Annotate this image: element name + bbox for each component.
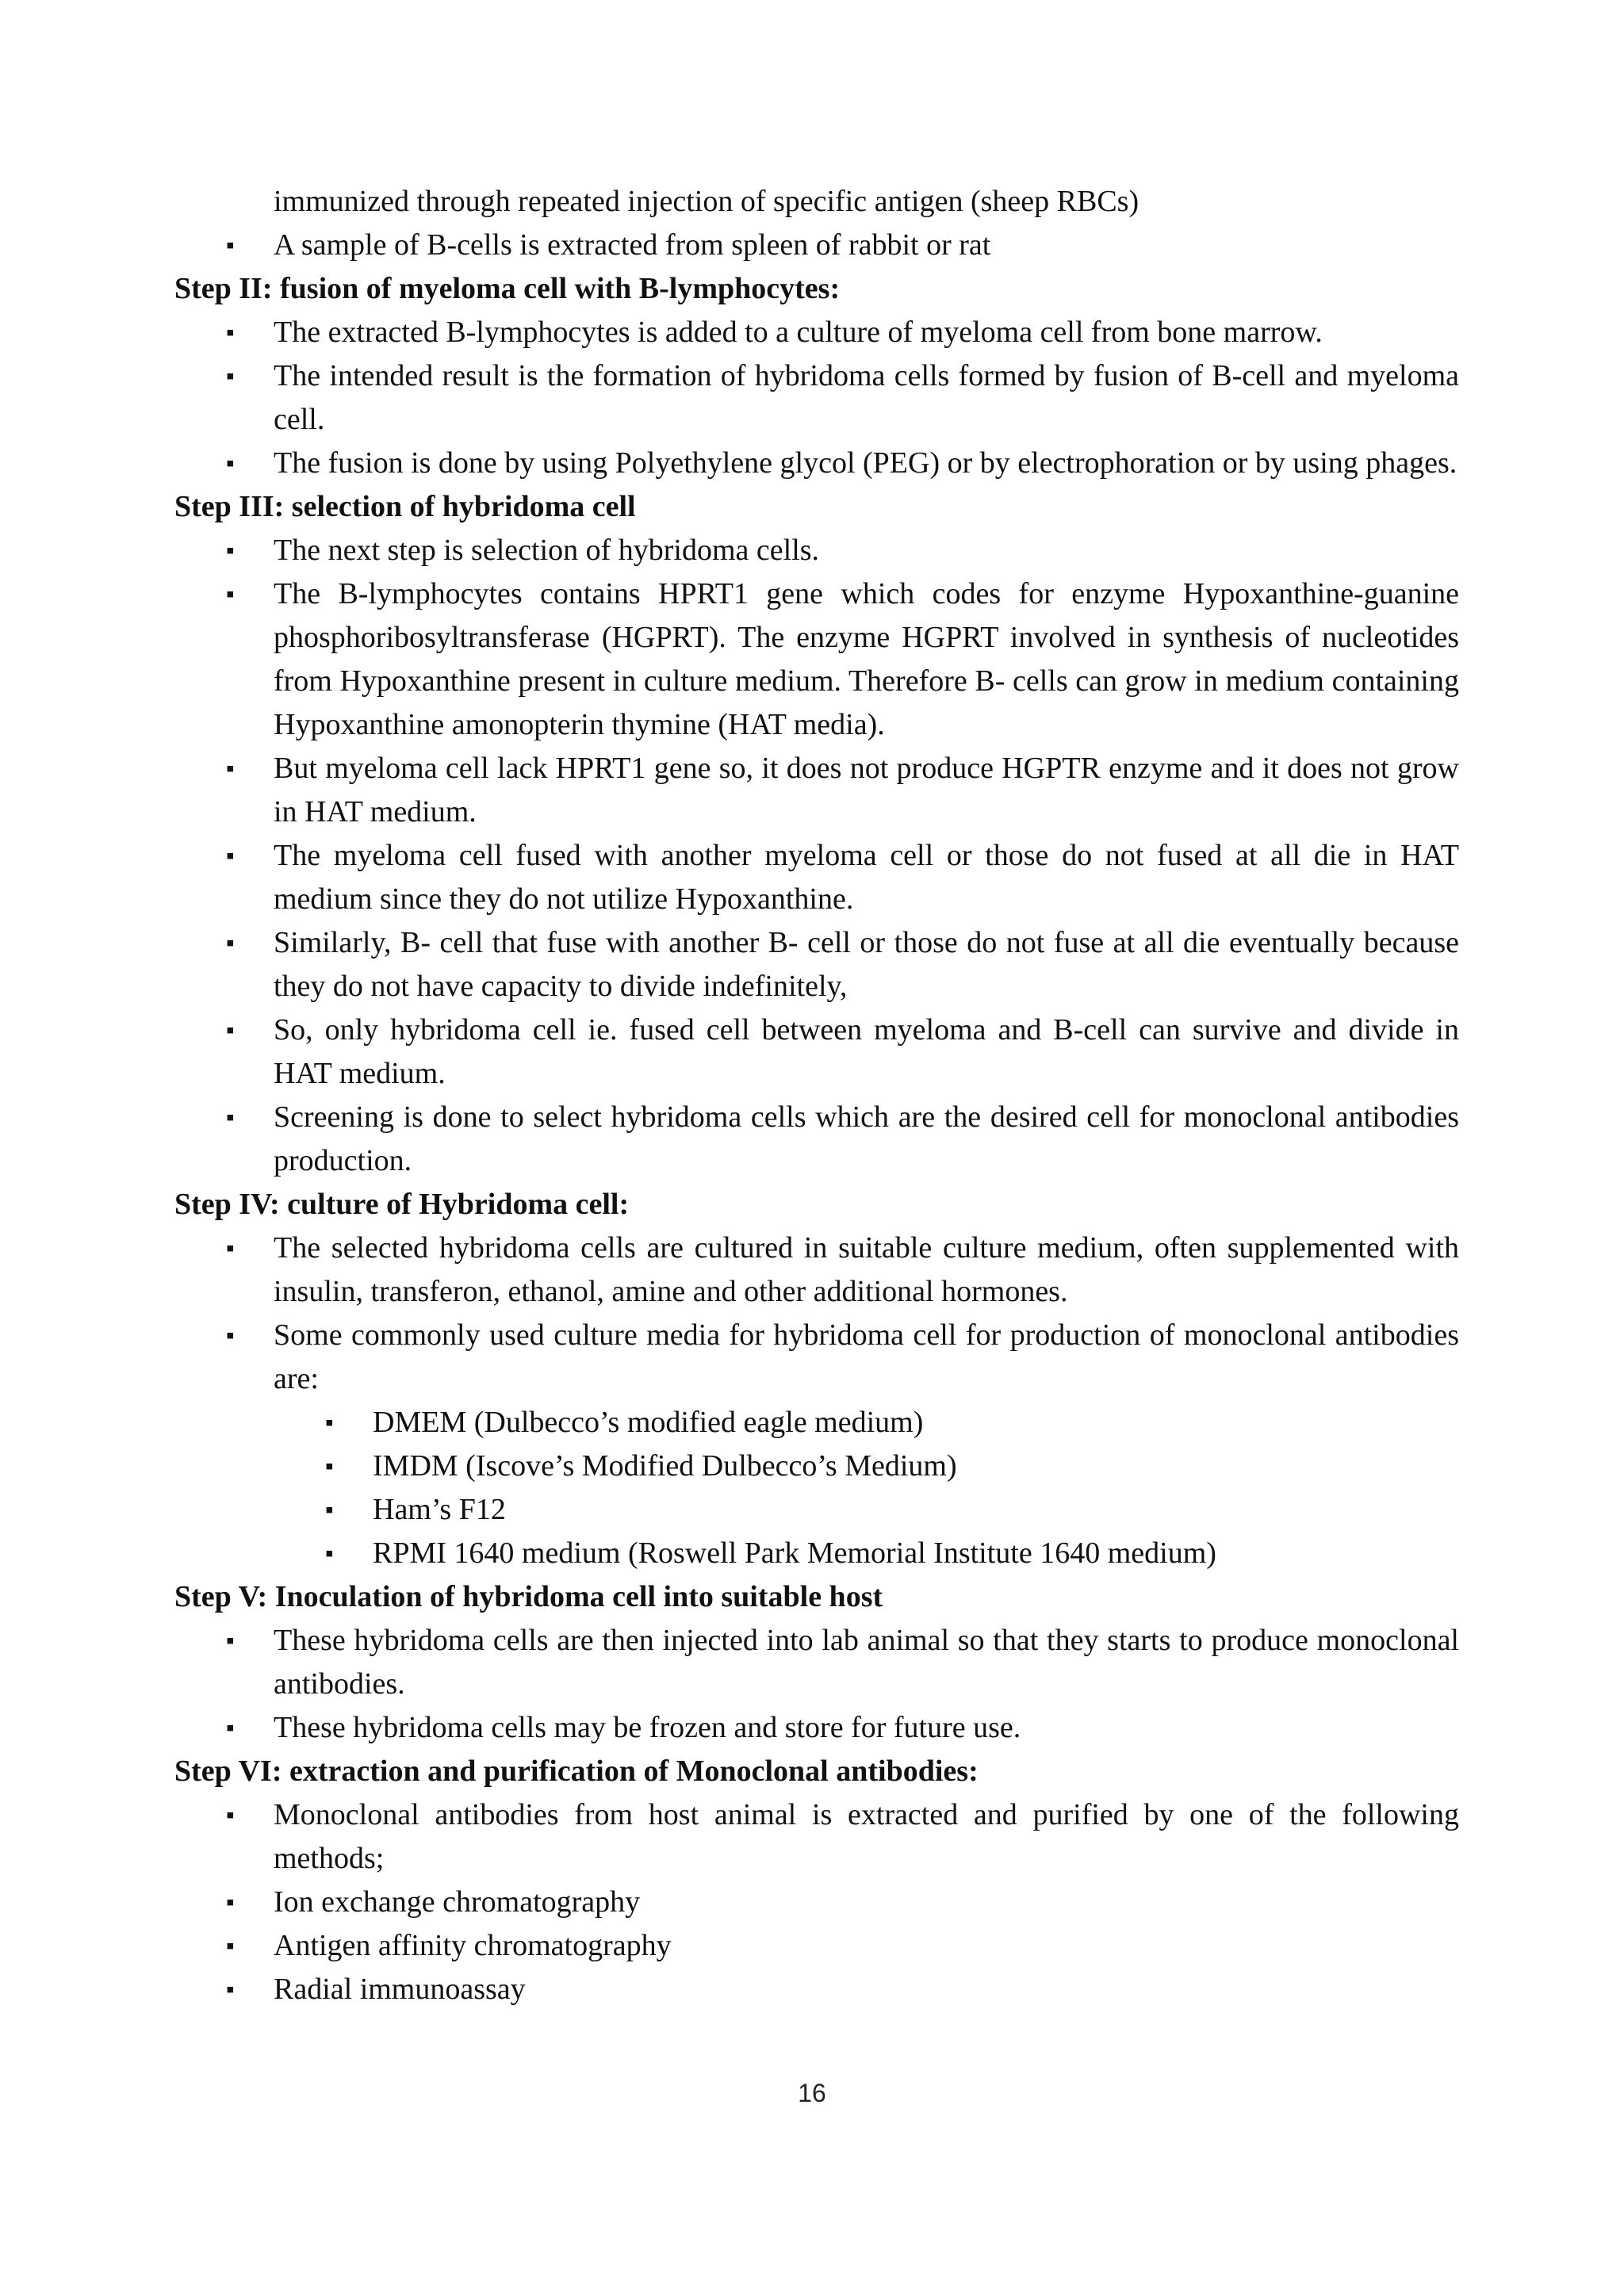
bullet-item: ▪ The extracted B-lymphocytes is added to a culture of myeloma cell from bone marrow. (274, 311, 1459, 354)
sub-bullet-item: ▪ IMDM (Iscove’s Modified Dulbecco’s Medium) (373, 1445, 1459, 1488)
step-3-bullets (174, 529, 1459, 1183)
bullet-item: ▪ A sample of B-cells is extracted from spleen of rabbit or rat (274, 224, 1459, 267)
bullet-item: ▪ Screening is done to select hybridoma cells which are the desired cell for monoclonal antibodies production. (274, 1096, 1459, 1183)
sub-bullet-item: ▪ Ham’s F12 (373, 1488, 1459, 1532)
bullet-item: ▪ These hybridoma cells are then injected into lab animal so that they starts to produce monoclonal antibodies. (274, 1619, 1459, 1706)
page-body (174, 180, 1459, 2011)
bullet-item: ▪ So, only hybridoma cell ie. fused cell between myeloma and B-cell can survive and divide in HAT medium. (274, 1008, 1459, 1096)
bullet-item: ▪ Monoclonal antibodies from host animal is extracted and purified by one of the following methods; (274, 1793, 1459, 1881)
page-number: 16 (798, 2079, 826, 2107)
sub-bullet-item: ▪ DMEM (Dulbecco’s modified eagle medium) (373, 1401, 1459, 1445)
step-1-bullets (174, 224, 1459, 267)
sub-bullet-item: ▪ RPMI 1640 medium (Roswell Park Memorial Institute 1640 medium) (373, 1532, 1459, 1575)
bullet-item: ▪ The next step is selection of hybridoma cells. (274, 529, 1459, 572)
step-2-bullets (174, 311, 1459, 485)
bullet-item: ▪ Ion exchange chromatography (274, 1881, 1459, 1924)
bullet-item: ▪ Similarly, B- cell that fuse with another B- cell or those do not fuse at all die eventually because they do not have capacity to divide indefinitely, (274, 921, 1459, 1008)
bullet-text: Some commonly used culture media for hybridoma cell for production of monoclonal antibodies are: (274, 1318, 1459, 1395)
bullet-item: ▪ The fusion is done by using Polyethylene glycol (PEG) or by electrophoration or by using phages. (274, 442, 1459, 485)
bullet-item: ▪ The intended result is the formation of hybridoma cells formed by fusion of B-cell and myeloma cell. (274, 354, 1459, 442)
step-3-heading: Step III: selection of hybridoma cell (174, 490, 636, 523)
bullet-item: ▪ Radial immunoassay (274, 1968, 1459, 2011)
bullet-item: ▪ Antigen affinity chromatography (274, 1924, 1459, 1968)
bullet-item: ▪ But myeloma cell lack HPRT1 gene so, it does not produce HGPTR enzyme and it does not grow in HAT medium. (274, 747, 1459, 834)
step-5-heading: Step V: Inoculation of hybridoma cell into suitable host (174, 1580, 883, 1613)
step-4-bullets (174, 1226, 1459, 1575)
bullet-item: ▪ The B-lymphocytes contains HPRT1 gene which codes for enzyme Hypoxanthine-guanine phosphoribosyltransferase (HGPRT). The enzyme HGPRT involved in synthesis of nucleotides from Hypoxanthine present in culture medium. Therefore B- cells can grow in medium containing Hypoxanthine amonopterin thymine (HAT media). (274, 572, 1459, 747)
bullet-item: ▪ The myeloma cell fused with another myeloma cell or those do not fused at all die in HAT medium since they do not utilize Hypoxanthine. (274, 834, 1459, 921)
bullet-item: ▪ The selected hybridoma cells are cultured in suitable culture medium, often supplemented with insulin, transferon, ethanol, amine and other additional hormones. (274, 1226, 1459, 1314)
step-2-heading: Step II: fusion of myeloma cell with B-lymphocytes: (174, 272, 841, 305)
step-4-heading: Step IV: culture of Hybridoma cell: (174, 1188, 630, 1221)
step-5-bullets (174, 1619, 1459, 1750)
continuation-line: immunized through repeated injection of specific antigen (sheep RBCs) (274, 185, 1139, 218)
bullet-item: ▪ These hybridoma cells may be frozen and store for future use. (274, 1706, 1459, 1750)
bullet-item-with-sublist (274, 1314, 1459, 1575)
step-6-bullets (174, 1793, 1459, 2011)
step-4-media-list (274, 1401, 1459, 1575)
step-6-heading: Step VI: extraction and purification of Monoclonal antibodies: (174, 1755, 979, 1788)
